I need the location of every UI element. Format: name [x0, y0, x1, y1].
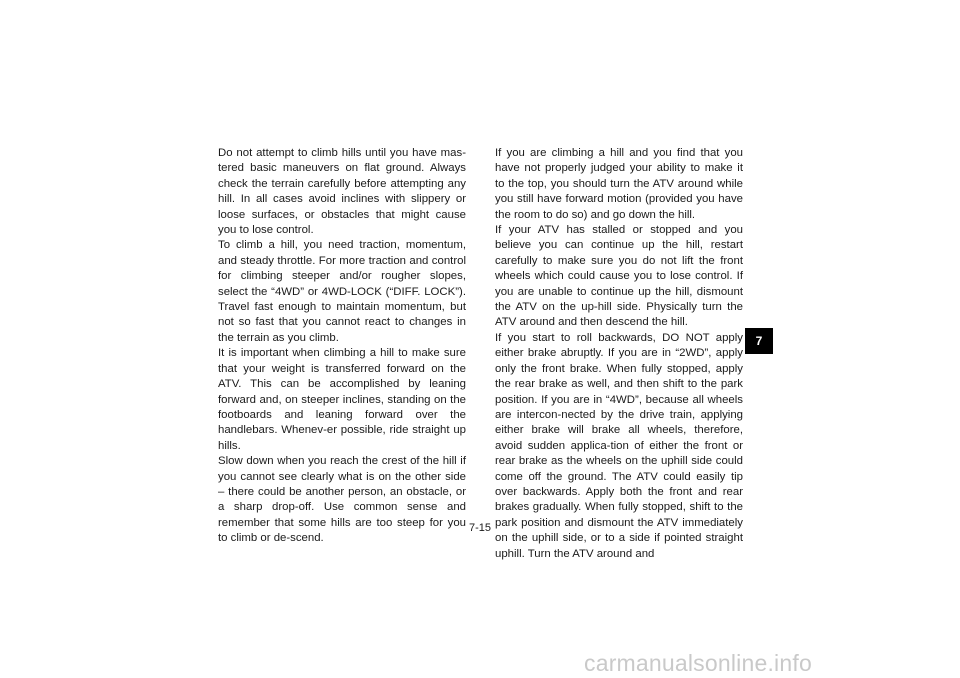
- paragraph: To climb a hill, you need traction, momentum, and steady throttle. For more traction and control for climbing steeper and/or rougher slopes, select the “4WD” or 4WD-LOCK (“DIFF. LOCK”). Travel fast enough to maintain momentum, but not so fast that you cannot react to changes in the terrain as you climb.: [218, 239, 466, 344]
- paragraph: Slow down when you reach the crest of the hill if you cannot see clearly what is on the other side – there could be another person, an obstacle, or a sharp drop-off. Use common sense and remember that some hills are too steep for you to climb or de-scend.: [218, 455, 466, 545]
- paragraph: If your ATV has stalled or stopped and you believe you can continue up the hill, restart carefully to make sure you do not lift the front wheels which could cause you to lose control. If you are unable to continue up the hill, dismount the ATV on the up-hill side. Physically turn the ATV around and then descend the hill.: [495, 224, 743, 329]
- paragraph: If you are climbing a hill and you find that you have not properly judged your ability to make it to the top, you should turn the ATV around while you still have forward motion (provided you have the room to do so) and go down the hill.: [495, 147, 743, 221]
- watermark: carmanualsonline.info: [584, 650, 812, 676]
- paragraph: If you start to roll backwards, DO NOT apply either brake abruptly. If you are in “2WD”, apply only the front brake. When fully stopped, apply the rear brake as well, and then shift to the park position. If you are in “4WD”, because all wheels are intercon-nected by the drive train, applying either brake will brake all wheels, therefore, avoid sudden applica-tion of either the front or rear brake as the wheels on the uphill side could come off the ground. The ATV could easily tip over backwards. Apply both the front and rear brakes gradually. When fully stopped, shift to the park position and dismount the ATV immediately on the uphill side, or to a side if pointed straight uphill. Turn the ATV around and: [495, 331, 743, 560]
- left-text-column: [218, 146, 466, 547]
- paragraph: It is important when climbing a hill to make sure that your weight is transferred forward on the ATV. This can be accomplished by leaning forward and, on steeper inclines, standing on the footboards and leaning forward over the handlebars. Whenev-er possible, ride straight up hills.: [218, 347, 466, 452]
- chapter-tab: 7: [745, 328, 773, 354]
- paragraph: Do not attempt to climb hills until you have mas-tered basic maneuvers on flat ground. Always check the terrain carefully before attempting any hill. In all cases avoid inclines with slippery or loose surfaces, or obstacles that might cause you to lose control.: [218, 147, 466, 237]
- page-number: 7-15: [468, 522, 492, 534]
- right-text-column: [495, 146, 743, 562]
